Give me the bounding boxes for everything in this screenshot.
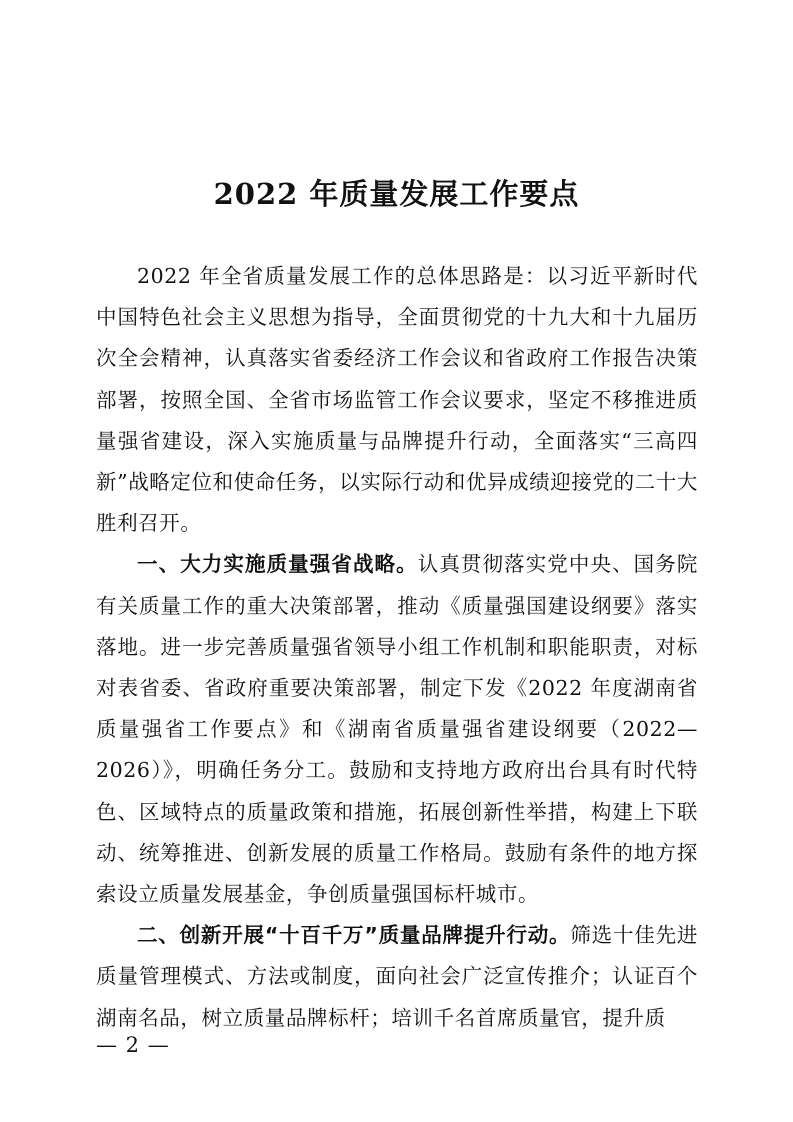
paragraph-text: 认真贯彻落实党中央、国务院有关质量工作的重大决策部署，推动《质量强国建设纲要》落实落地。进一步完善质量强省领导小组工作机制和职能职责，对标对表省委、省政府重要决策部署，制定下发《2022 年度湖南省质量强省工作要点》和《湖南省质量强省建设纲要（2022—2026）》，明确任务分工。鼓励和支持地方政府出台具有时代特色、区域特点的质量政策和措施，拓展创新性举措，构建上下联动、统筹推进、创新发展的质量工作格局。鼓励有条件的地方探索设立质量发展基金，争创质量强国标杆城市。 xyxy=(96,552,698,907)
paragraph-section-2 xyxy=(96,915,698,1039)
page-number: — 2 — xyxy=(96,1033,170,1057)
document-title: 2022 年质量发展工作要点 xyxy=(213,177,580,211)
paragraph-lead: 一、大力实施质量强省战略。 xyxy=(137,552,418,577)
paragraph-text: 筛选十佳先进质量管理模式、方法或制度，面向社会广泛宣传推介；认证百个湖南名品，树立质量品牌标杆；培训千名首席质量官，提升质 xyxy=(96,923,699,1030)
paragraph-text: 2022 年全省质量发展工作的总体思路是：以习近平新时代中国特色社会主义思想为指导，全面贯彻党的十九大和十九届历次全会精神，认真落实省委经济工作会议和省政府工作报告决策部署，按照全国、全省市场监管工作会议要求，坚定不移推进质量强省建设，深入实施质量与品牌提升行动，全面落实“三高四新”战略定位和使命任务，以实际行动和优异成绩迎接党的二十大胜利召开。 xyxy=(96,264,698,536)
paragraph-lead: 二、创新开展“十百千万”质量品牌提升行动。 xyxy=(137,923,571,948)
paragraph-overview xyxy=(96,256,698,544)
document-body xyxy=(96,256,698,1039)
paragraph-section-1 xyxy=(96,544,698,915)
